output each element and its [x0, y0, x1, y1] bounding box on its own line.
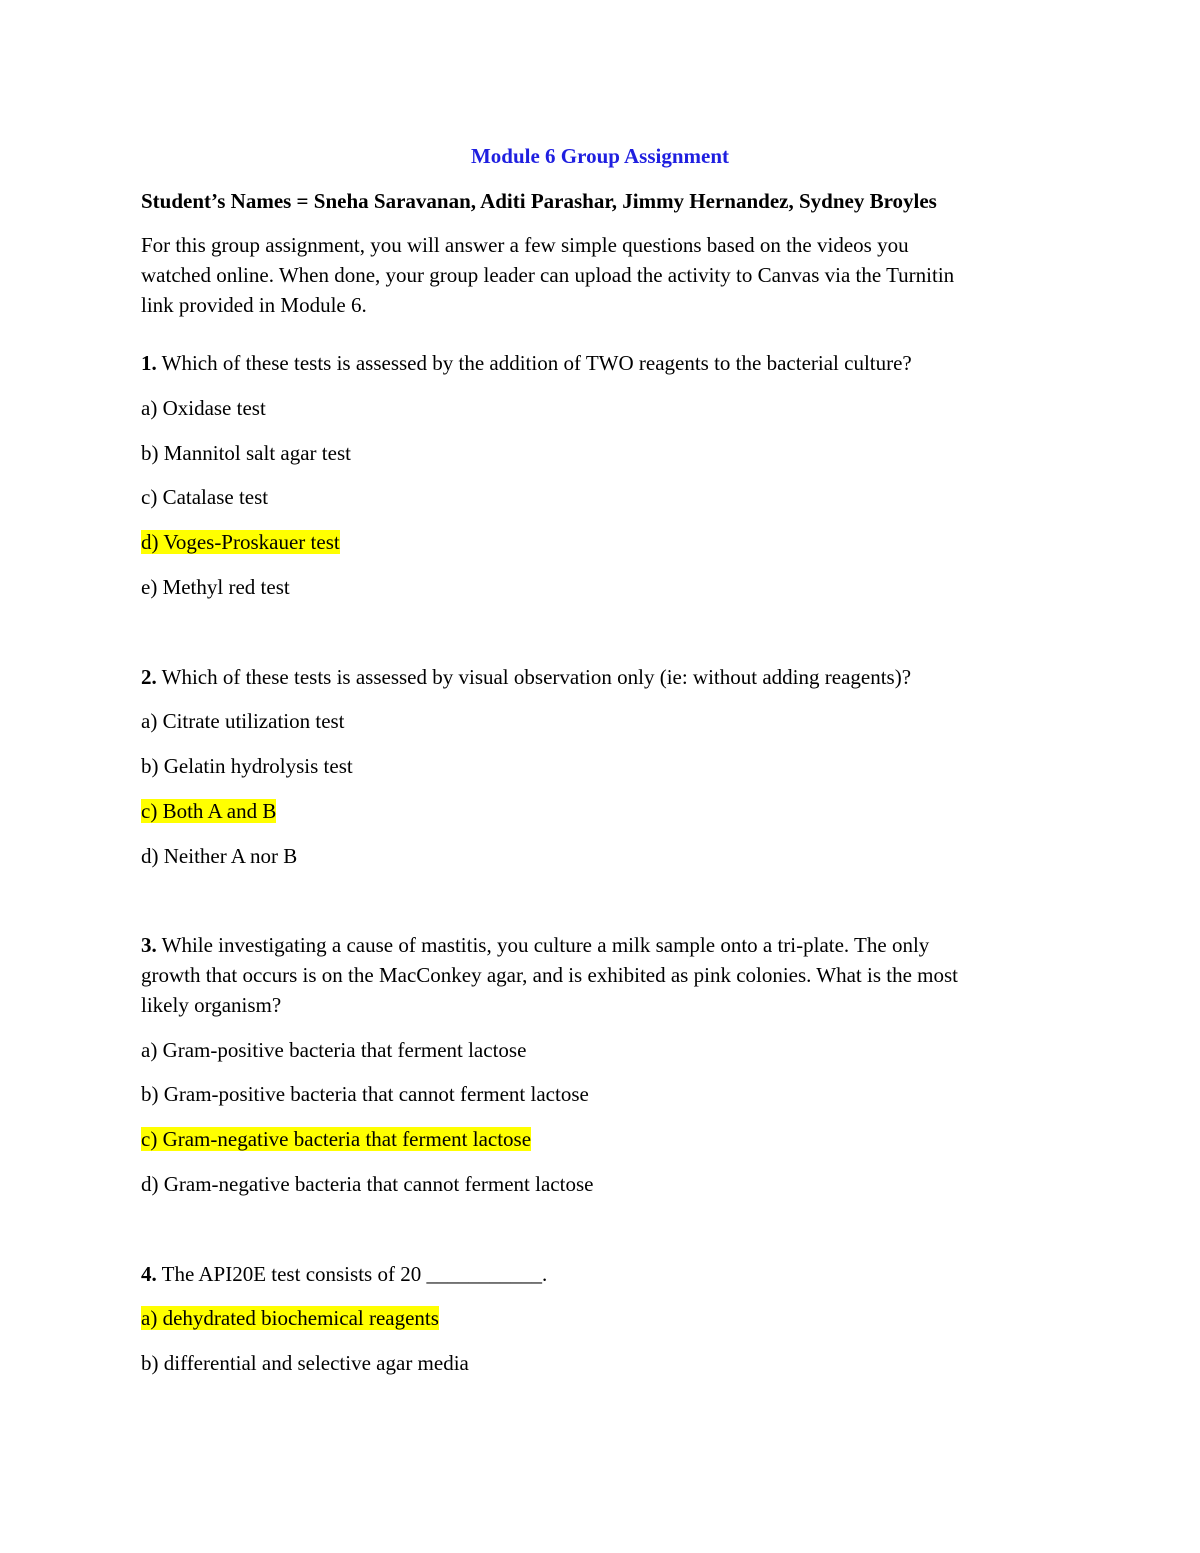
- question-3-option-b: [141, 1079, 589, 1109]
- question-1-option-e: [141, 572, 290, 602]
- question-text: While investigating a cause of mastitis, you culture a milk sample onto a tri-plate. The only: [156, 933, 930, 957]
- question-number: 2.: [141, 665, 157, 689]
- question-number: 1.: [141, 351, 157, 375]
- question-3-option-c: [141, 1124, 531, 1154]
- question-1-text: [141, 348, 912, 378]
- option-label: b) Gelatin hydrolysis test: [141, 754, 353, 778]
- question-3-option-d: [141, 1169, 593, 1199]
- highlighted-answer: c) Gram-negative bacteria that ferment lactose: [141, 1127, 532, 1151]
- question-3-option-a: [141, 1035, 526, 1065]
- intro-line-1: For this group assignment, you will answer a few simple questions based on the videos you: [141, 233, 909, 257]
- question-2-option-a: [141, 706, 345, 736]
- question-1-option-d: [141, 527, 340, 557]
- question-4-option-b: [141, 1348, 469, 1378]
- question-number: 3.: [141, 933, 157, 957]
- question-1-option-b: [141, 438, 351, 468]
- question-4-text: [141, 1259, 547, 1289]
- question-1-option-c: [141, 482, 268, 512]
- intro-line-3: link provided in Module 6.: [141, 293, 367, 317]
- question-text: Which of these tests is assessed by visual observation only (ie: without adding reagents)?: [156, 665, 912, 689]
- highlighted-answer: d) Voges-Proskauer test: [141, 530, 340, 554]
- question-number: 4.: [141, 1262, 157, 1286]
- option-label: a) Oxidase test: [141, 396, 266, 420]
- question-2-option-d: [141, 841, 297, 871]
- option-label: b) Gram-positive bacteria that cannot ferment lactose: [141, 1082, 589, 1106]
- question-text: Which of these tests is assessed by the addition of TWO reagents to the bacterial culture?: [156, 351, 912, 375]
- question-3-text-line-2: growth that occurs is on the MacConkey agar, and is exhibited as pink colonies. What is the most: [141, 963, 959, 987]
- option-label: a) Citrate utilization test: [141, 709, 345, 733]
- question-2-option-c: [141, 796, 276, 826]
- option-label: d) Neither A nor B: [141, 844, 298, 868]
- intro-line-2: watched online. When done, your group leader can upload the activity to Canvas via the Turnitin: [141, 263, 955, 287]
- document-title: Module 6 Group Assignment: [470, 144, 730, 168]
- question-3-text-line-1: [141, 930, 929, 960]
- option-label: b) Mannitol salt agar test: [141, 441, 351, 465]
- question-3-text-line-3: likely organism?: [141, 993, 282, 1017]
- option-label: a) Gram-positive bacteria that ferment lactose: [141, 1038, 527, 1062]
- option-label: e) Methyl red test: [141, 575, 290, 599]
- question-2-option-b: [141, 751, 353, 781]
- question-2-text: [141, 662, 911, 692]
- question-4-option-a: [141, 1303, 439, 1333]
- student-names: Student’s Names = Sneha Saravanan, Aditi Parashar, Jimmy Hernandez, Sydney Broyles: [141, 189, 937, 213]
- option-label: c) Catalase test: [141, 485, 269, 509]
- question-text: The API20E test consists of 20 ___________.: [156, 1262, 548, 1286]
- option-label: b) differential and selective agar media: [141, 1351, 469, 1375]
- highlighted-answer: a) dehydrated biochemical reagents: [141, 1306, 439, 1330]
- question-1-option-a: [141, 393, 266, 423]
- highlighted-answer: c) Both A and B: [141, 799, 277, 823]
- option-label: d) Gram-negative bacteria that cannot ferment lactose: [141, 1172, 594, 1196]
